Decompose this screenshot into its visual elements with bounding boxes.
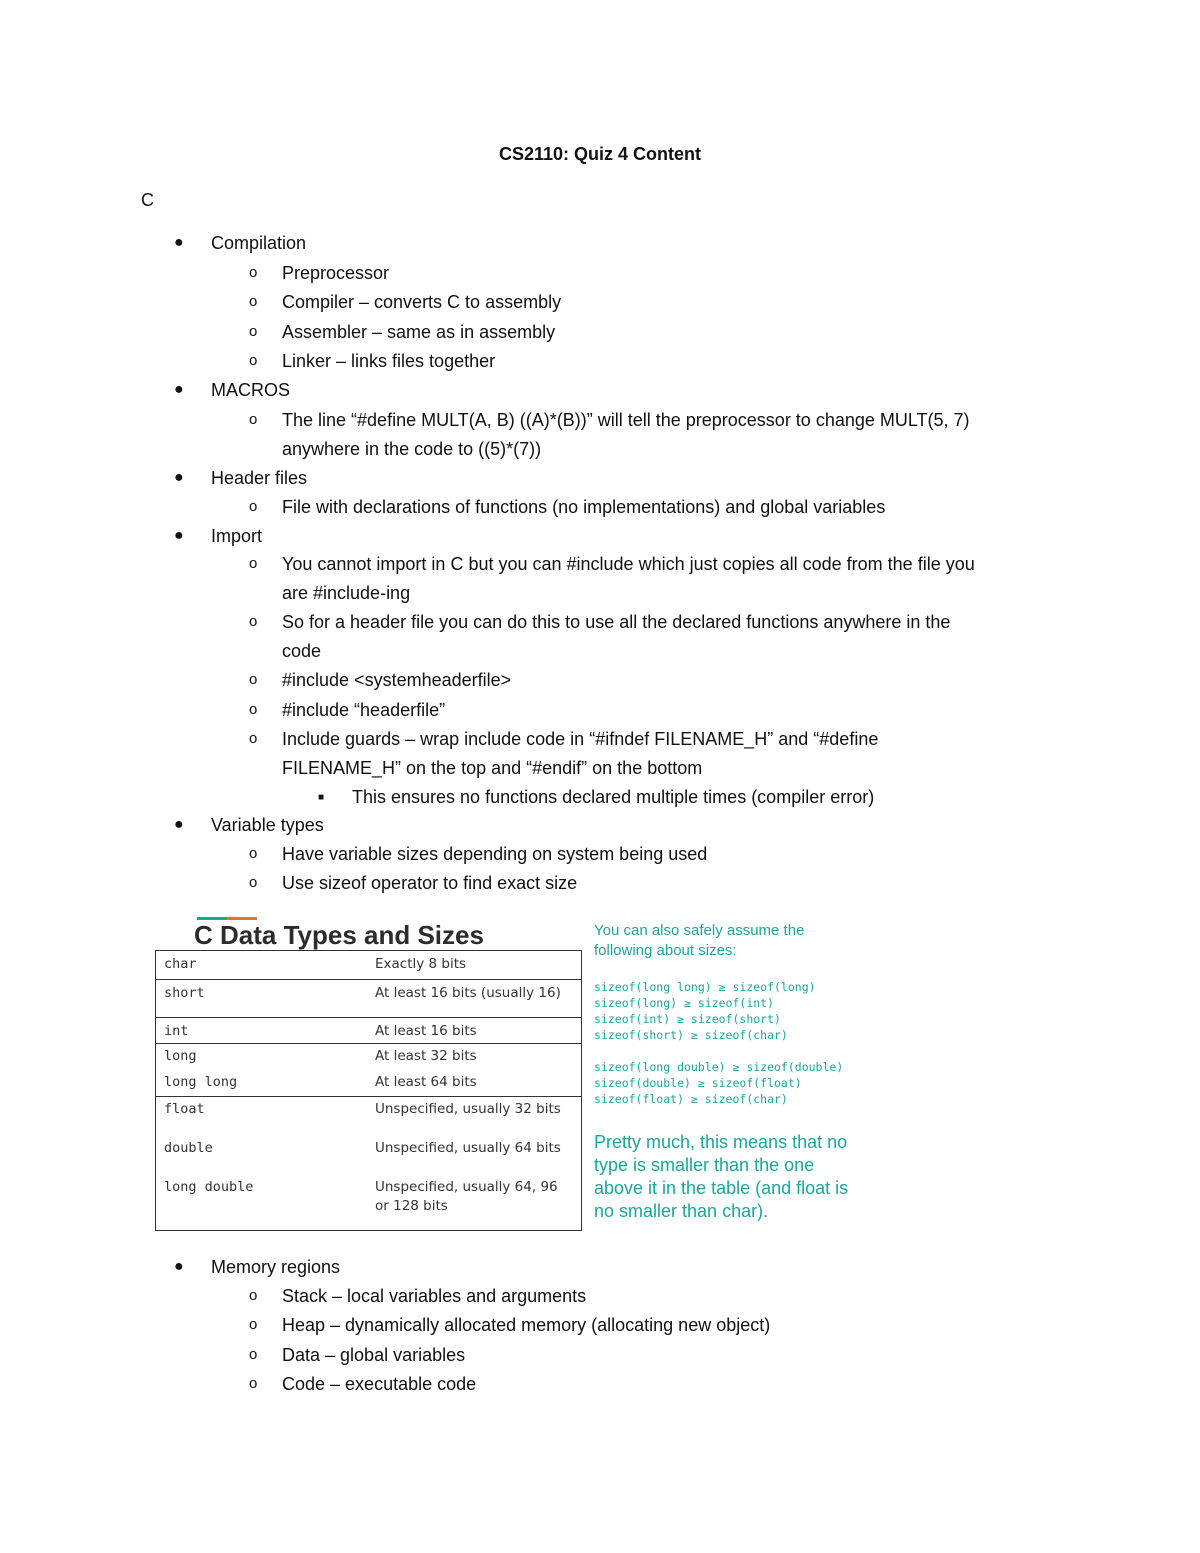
circle-marker: o — [249, 874, 258, 891]
list-item: Data – global variables — [282, 1345, 466, 1365]
side-intro-text: You can also safely assume the following about sizes: — [594, 922, 805, 959]
circle-marker: o — [249, 1287, 258, 1304]
list-item: Heap – dynamically allocated memory (allocating new object) — [282, 1315, 771, 1335]
circle-marker: o — [249, 264, 258, 281]
circle-marker: o — [249, 845, 258, 862]
list-item: #include “headerfile” — [282, 700, 446, 720]
list-item: Assembler – same as in assembly — [282, 322, 556, 342]
size-cell: At least 16 bits (usually 16) — [375, 985, 561, 1001]
circle-marker: o — [249, 323, 258, 340]
circle-marker: o — [249, 1316, 258, 1333]
size-cell: At least 16 bits — [375, 1023, 477, 1039]
size-cell-continued: or 128 bits — [375, 1198, 448, 1214]
code-line: sizeof(int) ≥ sizeof(short) — [594, 1012, 781, 1026]
circle-marker: o — [249, 555, 258, 572]
list-item: Have variable sizes depending on system being used — [282, 844, 708, 864]
type-cell: long — [164, 1048, 197, 1064]
size-cell: At least 64 bits — [375, 1074, 477, 1090]
topic-macros: MACROS — [211, 380, 291, 400]
list-item: Preprocessor — [282, 263, 390, 283]
topic-memory-regions: Memory regions — [211, 1257, 341, 1277]
topic-header-files: Header files — [211, 468, 308, 488]
circle-marker: o — [249, 411, 258, 428]
size-cell: Unspecified, usually 64 bits — [375, 1140, 561, 1156]
code-line: sizeof(long) ≥ sizeof(int) — [594, 996, 775, 1010]
sub-list-item: This ensures no functions declared multiple times (compiler error) — [352, 787, 875, 807]
bullet-marker: ● — [174, 234, 184, 251]
circle-marker: o — [249, 498, 258, 515]
type-cell: float — [164, 1101, 205, 1117]
code-line: sizeof(double) ≥ sizeof(float) — [594, 1076, 802, 1090]
code-line: sizeof(float) ≥ sizeof(char) — [594, 1092, 788, 1106]
size-cell: Unspecified, usually 32 bits — [375, 1101, 561, 1117]
list-item: Code – executable code — [282, 1374, 477, 1394]
side-note-text: Pretty much, this means that no type is smaller than the one above it in the table (and float is no smaller than char). — [594, 1132, 849, 1221]
data-types-title: C Data Types and Sizes — [194, 920, 484, 950]
list-item-continued: code — [282, 641, 322, 661]
bullet-marker: ● — [174, 816, 184, 833]
code-line: sizeof(short) ≥ sizeof(char) — [594, 1028, 788, 1042]
list-item: Use sizeof operator to find exact size — [282, 873, 578, 893]
circle-marker: o — [249, 613, 258, 630]
circle-marker: o — [249, 730, 258, 747]
list-item: You cannot import in C but you can #include which just copies all code from the file you — [282, 554, 975, 574]
type-cell: short — [164, 985, 205, 1001]
type-cell: char — [164, 956, 197, 972]
bullet-marker: ● — [174, 469, 184, 486]
size-cell: At least 32 bits — [375, 1048, 477, 1064]
bullet-marker: ● — [174, 381, 184, 398]
table-row — [156, 1044, 581, 1097]
code-line: sizeof(long double) ≥ sizeof(double) — [594, 1060, 844, 1074]
square-marker: ■ — [318, 792, 325, 803]
section-heading: C — [141, 190, 154, 210]
data-types-table — [155, 950, 582, 1231]
table-row — [156, 1098, 581, 1228]
circle-marker: o — [249, 293, 258, 310]
bullet-marker: ● — [174, 527, 184, 544]
list-item: Linker – links files together — [282, 351, 496, 371]
list-item: #include <systemheaderfile> — [282, 670, 512, 690]
size-cell: Exactly 8 bits — [375, 956, 467, 972]
type-cell: long long — [164, 1074, 238, 1090]
topic-compilation: Compilation — [211, 233, 307, 253]
circle-marker: o — [249, 701, 258, 718]
table-row — [156, 980, 581, 1018]
circle-marker: o — [249, 1375, 258, 1392]
list-item: Compiler – converts C to assembly — [282, 292, 562, 312]
type-cell: int — [164, 1023, 189, 1039]
circle-marker: o — [249, 1346, 258, 1363]
type-cell: long double — [164, 1179, 254, 1195]
list-item: Include guards – wrap include code in “#ifndef FILENAME_H” and “#define — [282, 729, 879, 749]
size-cell: Unspecified, usually 64, 96 — [375, 1179, 558, 1195]
bullet-marker: ● — [174, 1258, 184, 1275]
code-line: sizeof(long long) ≥ sizeof(long) — [594, 980, 816, 994]
table-row — [156, 1019, 581, 1044]
document-title: CS2110: Quiz 4 Content — [498, 144, 702, 164]
list-item: So for a header file you can do this to use all the declared functions anywhere in the — [282, 612, 951, 632]
list-item-continued: anywhere in the code to ((5)*(7)) — [282, 439, 542, 459]
circle-marker: o — [249, 352, 258, 369]
topic-import: Import — [211, 526, 263, 546]
list-item: The line “#define MULT(A, B) ((A)*(B))” will tell the preprocessor to change MULT(5, 7) — [282, 410, 970, 430]
list-item-continued: FILENAME_H” on the top and “#endif” on the bottom — [282, 758, 703, 778]
topic-variable-types: Variable types — [211, 815, 324, 835]
table-row — [156, 951, 581, 980]
list-item: File with declarations of functions (no implementations) and global variables — [282, 497, 886, 517]
circle-marker: o — [249, 671, 258, 688]
list-item-continued: are #include-ing — [282, 583, 411, 603]
list-item: Stack – local variables and arguments — [282, 1286, 587, 1306]
type-cell: double — [164, 1140, 213, 1156]
